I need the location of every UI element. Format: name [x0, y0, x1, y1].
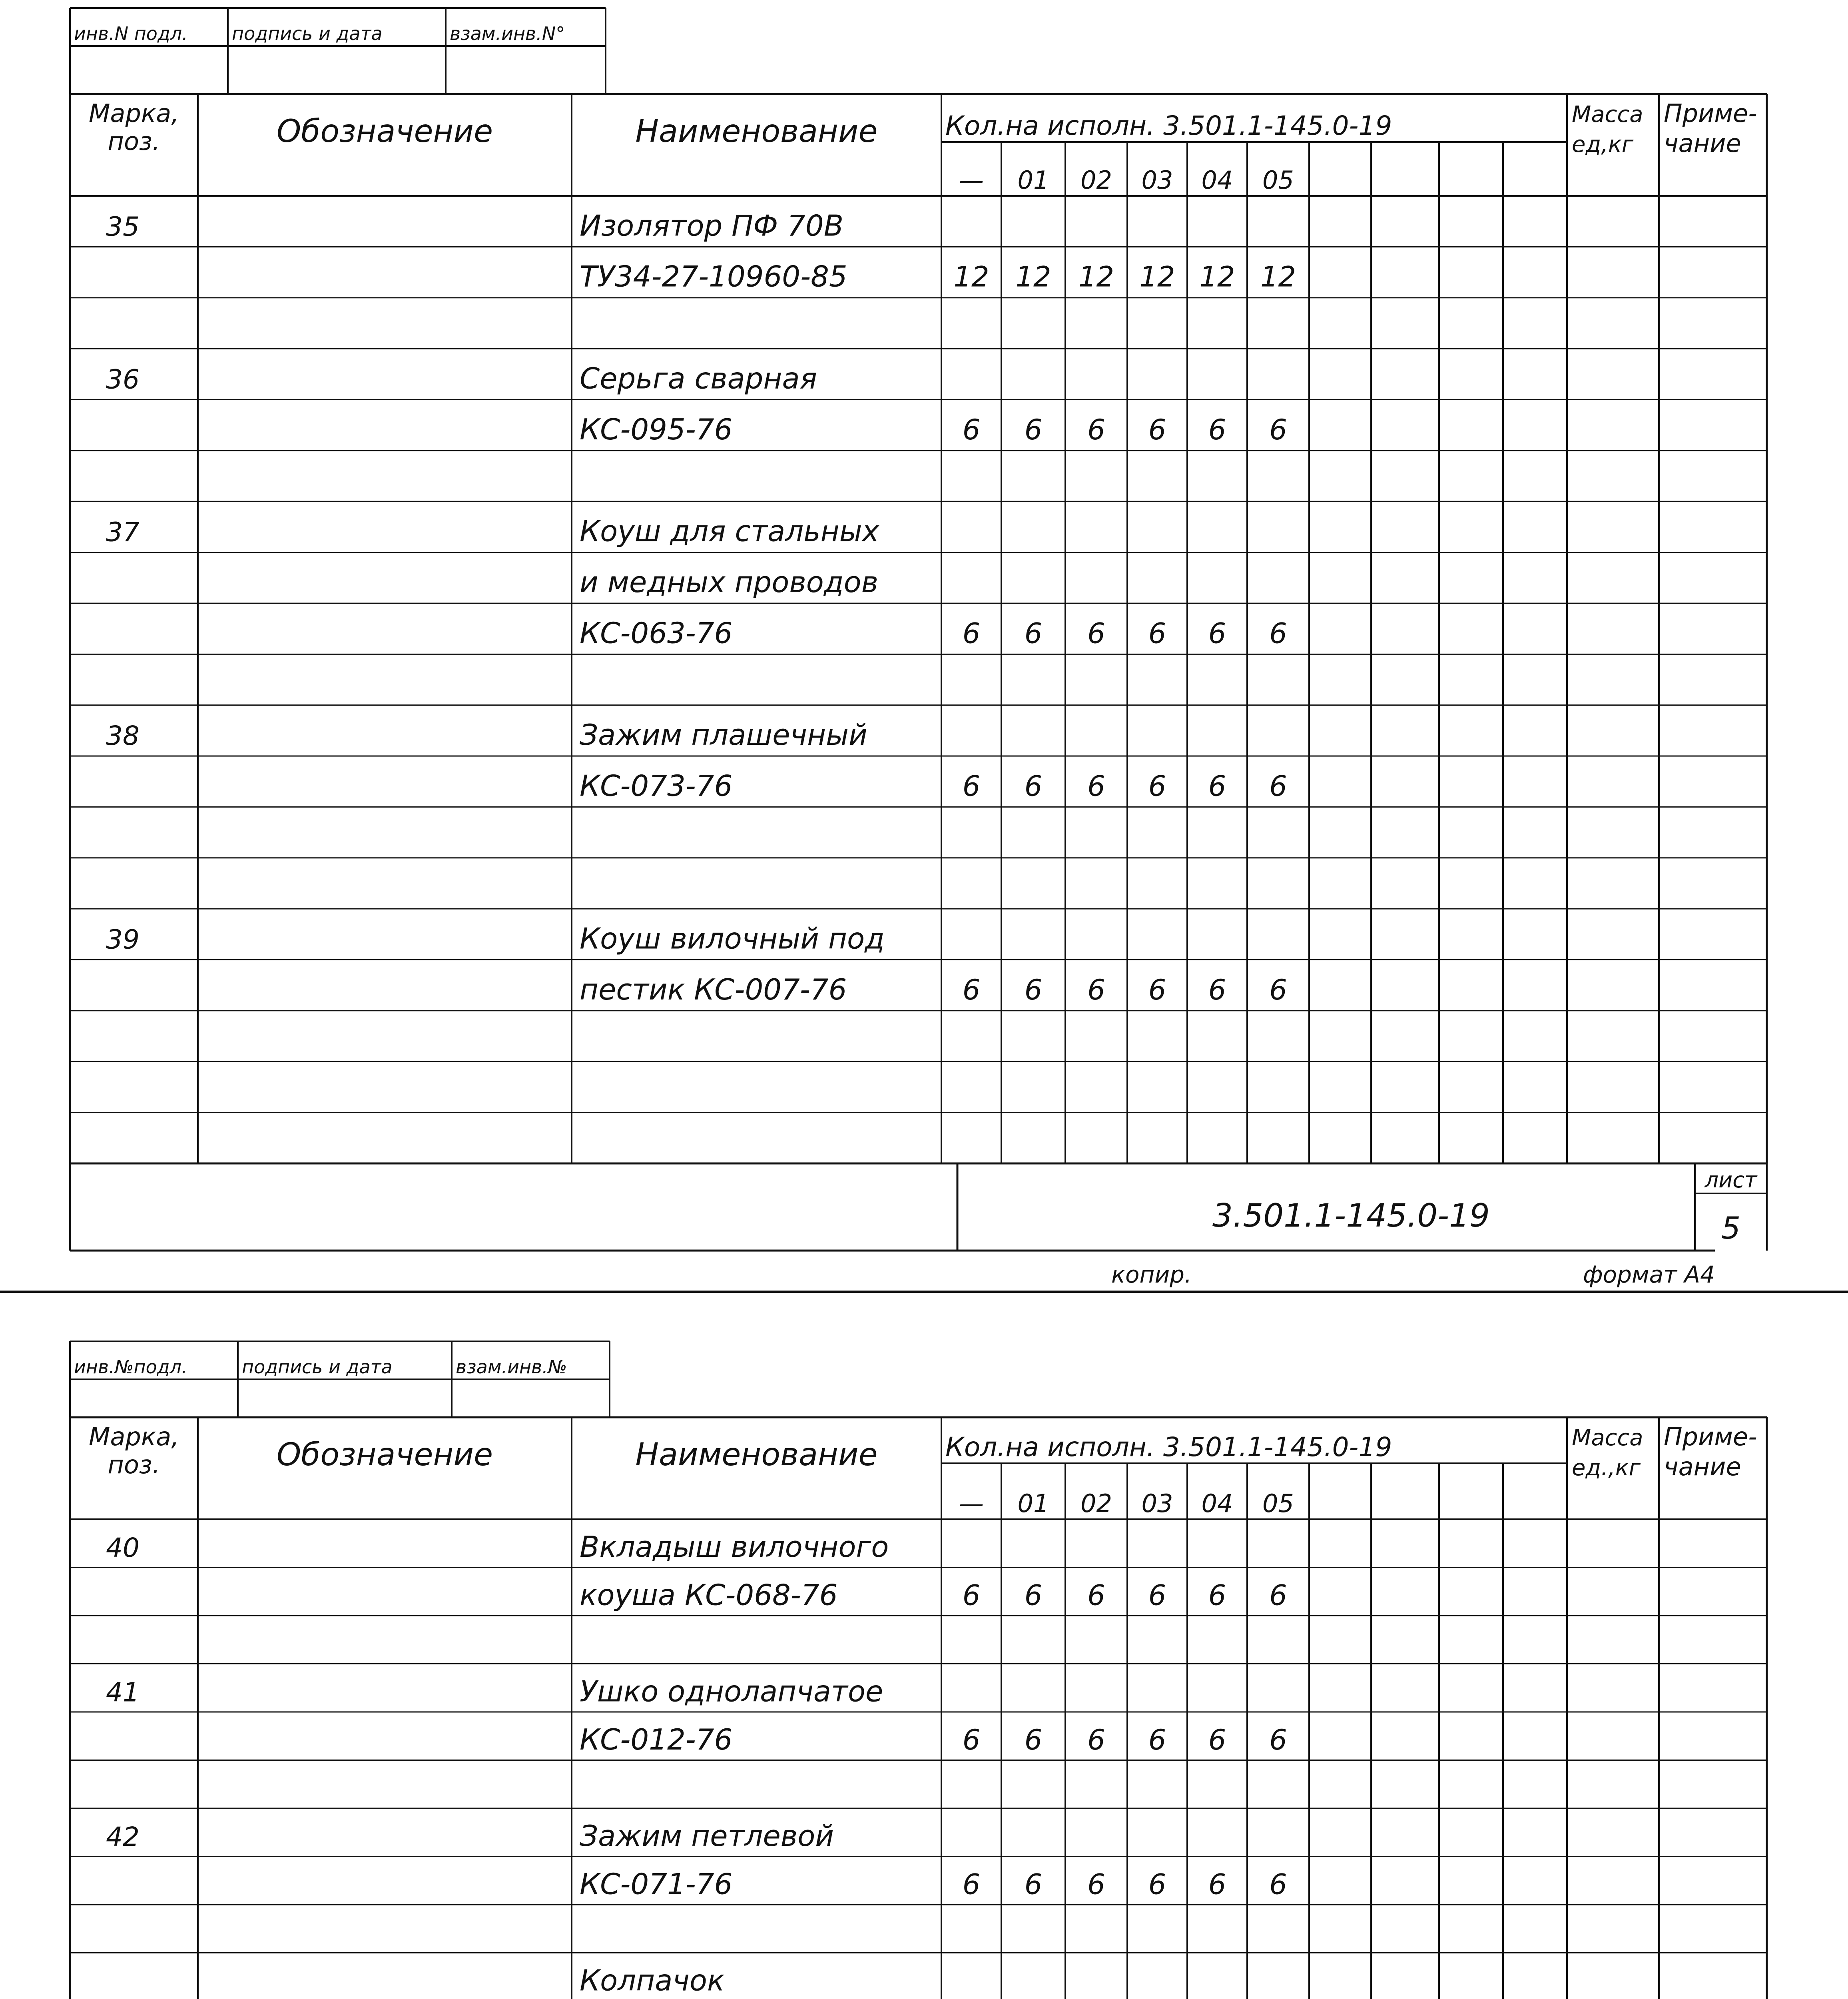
stamp-label: инв.N подл.: [74, 23, 188, 44]
header-prim: Приме-: [1664, 1422, 1757, 1451]
row-name: КС-012-76: [580, 1722, 733, 1756]
row-name: и медных проводов: [580, 565, 879, 599]
row-position: 42: [106, 1821, 140, 1852]
header-variant: 04: [1201, 1489, 1233, 1518]
row-quantity: 6: [1269, 1579, 1287, 1612]
row-quantity: 6: [1208, 1723, 1226, 1756]
row-name: Ушко однолапчатое: [580, 1674, 883, 1708]
row-quantity: 6: [1208, 1868, 1226, 1901]
header-variant: 01: [1017, 166, 1049, 195]
row-quantity: 6: [1087, 617, 1105, 650]
row-quantity: 6: [1087, 413, 1105, 446]
row-quantity: 6: [1269, 770, 1287, 803]
header-variant: 05: [1262, 166, 1294, 195]
row-quantity: 6: [1269, 413, 1287, 446]
row-position: 38: [106, 720, 140, 752]
row-name: Коуш для стальных: [580, 514, 879, 548]
row-position: 41: [106, 1677, 140, 1708]
header-prim-2: чание: [1664, 1452, 1741, 1481]
row-quantity: 6: [1148, 1723, 1166, 1756]
header-marka: Марка,: [89, 99, 179, 128]
stamp-label: подпись и дата: [232, 23, 383, 44]
row-quantity: 6: [1148, 413, 1166, 446]
header-massa: Масса: [1572, 102, 1643, 128]
header-poz: поз.: [108, 1450, 160, 1479]
row-quantity: 6: [962, 1723, 981, 1756]
row-quantity: 6: [1087, 973, 1105, 1006]
header-variant: 03: [1141, 1489, 1173, 1518]
row-name: Колпачок: [580, 1963, 725, 1997]
row-quantity: 6: [1269, 1868, 1287, 1901]
header-oboznachenie: Обозначение: [276, 1437, 493, 1473]
stamp-label: подпись и дата: [242, 1356, 393, 1378]
header-oboznachenie: Обозначение: [276, 114, 493, 150]
header-naimenovanie: Наименование: [635, 114, 878, 150]
row-quantity: 12: [1199, 260, 1235, 293]
row-quantity: 6: [962, 617, 981, 650]
header-variant: 03: [1141, 166, 1173, 195]
header-variant: 05: [1262, 1489, 1294, 1518]
header-prim: Приме-: [1664, 99, 1757, 128]
row-quantity: 6: [1148, 973, 1166, 1006]
row-quantity: 12: [1015, 260, 1051, 293]
row-quantity: 6: [1024, 973, 1043, 1006]
row-position: 36: [106, 364, 140, 395]
row-position: 37: [106, 517, 140, 548]
row-quantity: 6: [1269, 617, 1287, 650]
row-name: Коуш вилочный под: [580, 922, 885, 956]
row-quantity: 6: [1024, 1868, 1043, 1901]
header-variant: 02: [1080, 166, 1112, 195]
format-label: формат А4: [1583, 1261, 1715, 1288]
row-quantity: 6: [1269, 1723, 1287, 1756]
row-quantity: 6: [1148, 617, 1166, 650]
list-number: 5: [1721, 1210, 1741, 1246]
row-name: КС-073-76: [580, 769, 733, 803]
row-quantity: 12: [1139, 260, 1175, 293]
row-quantity: 6: [1148, 770, 1166, 803]
row-name: Вкладыш вилочного: [580, 1530, 889, 1564]
row-name: Серьга сварная: [580, 361, 817, 395]
row-position: 40: [106, 1532, 140, 1563]
header-kol: Кол.на исполн. 3.501.1-145.0-19: [945, 1432, 1392, 1462]
row-name: КС-063-76: [580, 616, 733, 650]
row-quantity: 6: [1087, 770, 1105, 803]
row-name: ТУ34-27-10960-85: [580, 259, 847, 293]
row-quantity: 6: [1024, 770, 1043, 803]
row-quantity: 6: [962, 413, 981, 446]
row-position: 35: [106, 211, 140, 242]
row-name: КС-071-76: [580, 1867, 733, 1901]
row-name: пестик КС-007-76: [580, 972, 847, 1006]
row-quantity: 6: [1208, 770, 1226, 803]
header-variant: 01: [1017, 1489, 1049, 1518]
row-quantity: 6: [962, 1868, 981, 1901]
row-quantity: 12: [1260, 260, 1296, 293]
row-position: 39: [106, 924, 140, 955]
header-prim-2: чание: [1664, 129, 1741, 158]
row-quantity: 6: [1024, 413, 1043, 446]
row-quantity: 6: [962, 1579, 981, 1612]
header-massa-unit: ед,кг: [1572, 132, 1634, 158]
row-quantity: 6: [1024, 1723, 1043, 1756]
header-massa-unit: ед.,кг: [1572, 1455, 1641, 1481]
row-name: коуша КС-068-76: [580, 1578, 838, 1612]
row-quantity: 6: [1024, 617, 1043, 650]
row-name: Зажим петлевой: [580, 1819, 834, 1853]
row-quantity: 6: [1087, 1579, 1105, 1612]
drawing-code: 3.501.1-145.0-19: [1212, 1197, 1490, 1234]
header-variant: —: [959, 1489, 984, 1518]
header-marka: Марка,: [89, 1422, 179, 1451]
page-separator: [0, 1291, 1848, 1293]
copy-label: копир.: [1111, 1261, 1192, 1288]
row-quantity: 6: [962, 770, 981, 803]
stamp-label: взам.инв.N°: [450, 23, 565, 44]
row-quantity: 12: [953, 260, 989, 293]
header-variant: 04: [1201, 166, 1233, 195]
stamp-label: инв.№подл.: [74, 1356, 187, 1378]
row-name: Изолятор ПФ 70В: [580, 209, 844, 243]
row-quantity: 12: [1078, 260, 1114, 293]
row-quantity: 6: [1148, 1868, 1166, 1901]
header-naimenovanie: Наименование: [635, 1437, 878, 1473]
row-quantity: 6: [1208, 1579, 1226, 1612]
header-variant: —: [959, 166, 984, 195]
header-massa: Масса: [1572, 1425, 1643, 1451]
row-name: Зажим плашечный: [580, 718, 867, 752]
row-quantity: 6: [1087, 1723, 1105, 1756]
header-poz: поз.: [108, 127, 160, 156]
row-quantity: 6: [1208, 617, 1226, 650]
row-quantity: 6: [1208, 973, 1226, 1006]
list-label: лист: [1704, 1167, 1757, 1193]
row-quantity: 6: [1269, 973, 1287, 1006]
row-quantity: 6: [1148, 1579, 1166, 1612]
row-quantity: 6: [1024, 1579, 1043, 1612]
header-variant: 02: [1080, 1489, 1112, 1518]
row-quantity: 6: [1208, 413, 1226, 446]
row-quantity: 6: [962, 973, 981, 1006]
row-name: КС-095-76: [580, 412, 733, 446]
header-kol: Кол.на исполн. 3.501.1-145.0-19: [945, 110, 1392, 141]
stamp-label: взам.инв.№: [456, 1356, 567, 1378]
row-quantity: 6: [1087, 1868, 1105, 1901]
